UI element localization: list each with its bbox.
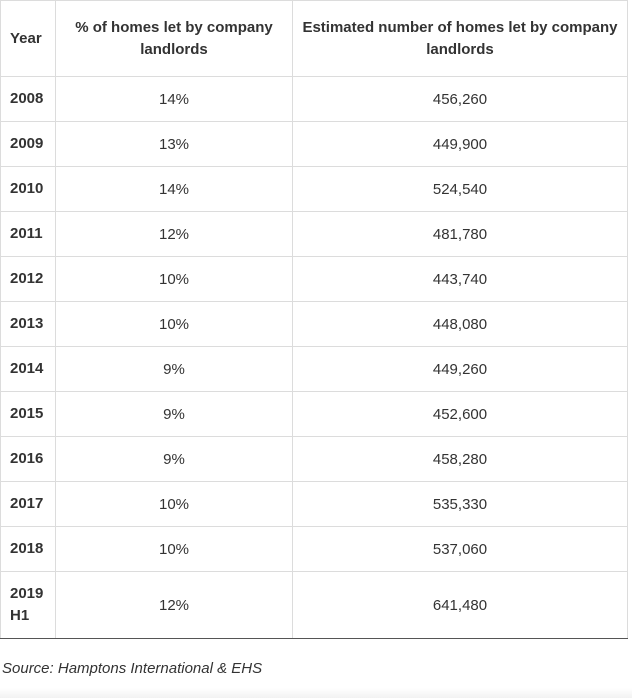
- table-row: [1, 302, 628, 347]
- table-row: [1, 347, 628, 392]
- table-row: [1, 77, 628, 122]
- table-body: [1, 77, 628, 639]
- cell-year: 2011: [1, 212, 56, 257]
- cell-year: 2009: [1, 122, 56, 167]
- cell-percent: 9%: [56, 347, 293, 392]
- table-header: [1, 1, 628, 77]
- cell-percent: 9%: [56, 392, 293, 437]
- table-row: [1, 527, 628, 572]
- cell-estimated-number: 641,480: [293, 572, 628, 639]
- table-row: [1, 482, 628, 527]
- cell-percent: 10%: [56, 527, 293, 572]
- cell-year: 2013: [1, 302, 56, 347]
- cell-estimated-number: 448,080: [293, 302, 628, 347]
- cell-percent: 10%: [56, 257, 293, 302]
- cell-percent: 9%: [56, 437, 293, 482]
- cell-estimated-number: 481,780: [293, 212, 628, 257]
- cell-estimated-number: 449,260: [293, 347, 628, 392]
- cell-estimated-number: 456,260: [293, 77, 628, 122]
- cell-percent: 14%: [56, 167, 293, 212]
- table-row: [1, 572, 628, 639]
- cell-estimated-number: 535,330: [293, 482, 628, 527]
- cell-estimated-number: 449,900: [293, 122, 628, 167]
- cell-percent: 12%: [56, 572, 293, 639]
- cell-estimated-number: 443,740: [293, 257, 628, 302]
- cell-year: 2015: [1, 392, 56, 437]
- cell-estimated-number: 524,540: [293, 167, 628, 212]
- table-row: [1, 212, 628, 257]
- header-year: Year: [1, 1, 56, 77]
- cell-year: 2008: [1, 77, 56, 122]
- cell-estimated-number: 537,060: [293, 527, 628, 572]
- table-row: [1, 437, 628, 482]
- cell-estimated-number: 458,280: [293, 437, 628, 482]
- cell-estimated-number: 452,600: [293, 392, 628, 437]
- cell-year: 2019 H1: [1, 572, 56, 639]
- source-caption: Source: Hamptons International & EHS: [2, 660, 263, 677]
- cell-percent: 13%: [56, 122, 293, 167]
- cell-percent: 14%: [56, 77, 293, 122]
- table-row: [1, 122, 628, 167]
- table-row: [1, 257, 628, 302]
- cell-percent: 10%: [56, 482, 293, 527]
- cell-year: 2012: [1, 257, 56, 302]
- header-percent-homes: % of homes let by company landlords: [56, 1, 293, 77]
- cell-year: 2018: [1, 527, 56, 572]
- cell-percent: 12%: [56, 212, 293, 257]
- cell-year: 2010: [1, 167, 56, 212]
- cell-year: 2014: [1, 347, 56, 392]
- cell-year: 2017: [1, 482, 56, 527]
- header-row: [1, 1, 628, 77]
- cell-year: 2016: [1, 437, 56, 482]
- cell-percent: 10%: [56, 302, 293, 347]
- header-estimated-homes: Estimated number of homes let by company landlords: [293, 1, 628, 77]
- table-row: [1, 167, 628, 212]
- table-row: [1, 392, 628, 437]
- bottom-fade-divider: [0, 688, 632, 698]
